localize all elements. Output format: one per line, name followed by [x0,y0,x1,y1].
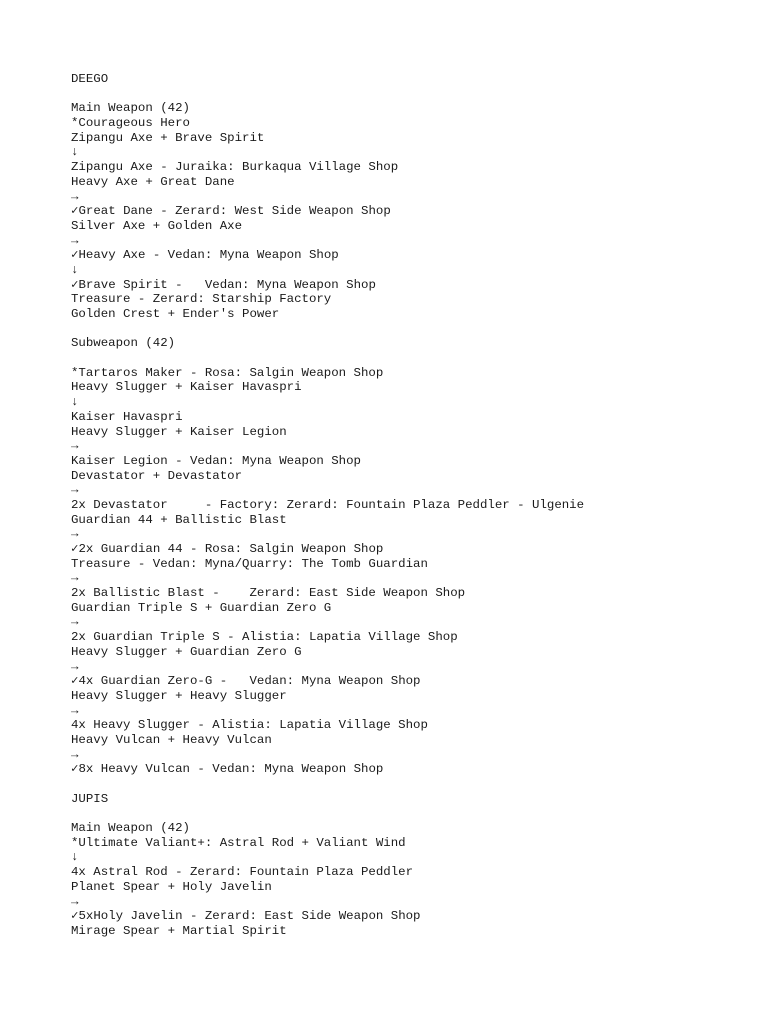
text-line: → [71,615,79,630]
text-line: ✓Brave Spirit - Vedan: Myna Weapon Shop [71,277,376,292]
text-line [71,322,751,337]
text-line: Main Weapon (42) [71,101,190,116]
text-line: Devastator + Devastator [71,468,243,483]
text-line: ✓Great Dane - Zerard: West Side Weapon Shop [71,204,391,219]
text-line: JUPIS [71,791,109,806]
text-line: Treasure - Zerard: Starship Factory [71,292,332,307]
text-line: ↓ [71,145,79,160]
text-line: Zipangu Axe - Juraika: Burkaqua Village Shop [71,160,399,175]
text-line: Planet Spear + Holy Javelin [71,879,272,894]
text-line [71,777,751,792]
text-line: → [71,233,79,248]
text-line: → [71,571,79,586]
text-line: Heavy Vulcan + Heavy Vulcan [71,732,272,747]
text-line: Zipangu Axe + Brave Spirit [71,130,265,145]
text-line: Silver Axe + Golden Axe [71,218,243,233]
text-line: Heavy Slugger + Kaiser Legion [71,424,287,439]
text-line: → [71,703,79,718]
text-line: Guardian 44 + Ballistic Blast [71,512,287,527]
text-line: Kaiser Legion - Vedan: Myna Weapon Shop [71,453,361,468]
text-line: Mirage Spear + Martial Spirit [71,923,287,938]
text-line [71,87,751,102]
text-line [71,806,751,821]
text-line: Subweapon (42) [71,336,176,351]
text-line: ✓8x Heavy Vulcan - Vedan: Myna Weapon Shop [71,762,384,777]
text-line: → [71,894,79,909]
text-line: → [71,527,79,542]
text-line: *Ultimate Valiant+: Astral Rod + Valiant Wind [71,835,406,850]
text-line: → [71,659,79,674]
text-line: ✓4x Guardian Zero-G - Vedan: Myna Weapon Shop [71,674,421,689]
text-line: ↓ [71,395,79,410]
text-line: Heavy Slugger + Kaiser Havaspri [71,380,302,395]
text-line: Heavy Slugger + Heavy Slugger [71,688,287,703]
text-line: Kaiser Havaspri [71,409,183,424]
text-line: ✓5xHoly Javelin - Zerard: East Side Weapon Shop [71,909,421,924]
text-line: ✓Heavy Axe - Vedan: Myna Weapon Shop [71,248,339,263]
text-line: Heavy Axe + Great Dane [71,174,235,189]
text-line: 4x Heavy Slugger - Alistia: Lapatia Village Shop [71,718,428,733]
text-line: 4x Astral Rod - Zerard: Fountain Plaza Peddler [71,865,414,880]
text-line: ✓2x Guardian 44 - Rosa: Salgin Weapon Shop [71,542,384,556]
text-line: Main Weapon (42) [71,821,190,836]
text-line: 2x Devastator - Factory: Zerard: Fountain Plaza Peddler - Ulgenie [71,497,585,512]
text-line: ↓ [71,850,79,865]
text-line: 2x Ballistic Blast - Zerard: East Side Weapon Shop [71,586,466,601]
text-line: *Tartaros Maker - Rosa: Salgin Weapon Shop [71,365,384,380]
text-line: → [71,189,79,204]
text-line: Golden Crest + Ender's Power [71,307,280,321]
text-line: Heavy Slugger + Guardian Zero G [71,644,302,659]
text-line: Treasure - Vedan: Myna/Quarry: The Tomb Guardian [71,556,428,571]
text-line: → [71,747,79,762]
document-body [71,72,751,939]
text-line: ↓ [71,262,79,277]
text-line: *Courageous Hero [71,116,190,131]
text-line: Guardian Triple S + Guardian Zero G [71,600,332,615]
text-line: DEEGO [71,72,109,86]
text-line: → [71,483,79,498]
text-line: → [71,439,79,454]
text-line: 2x Guardian Triple S - Alistia: Lapatia Village Shop [71,630,458,645]
text-line [71,351,751,366]
